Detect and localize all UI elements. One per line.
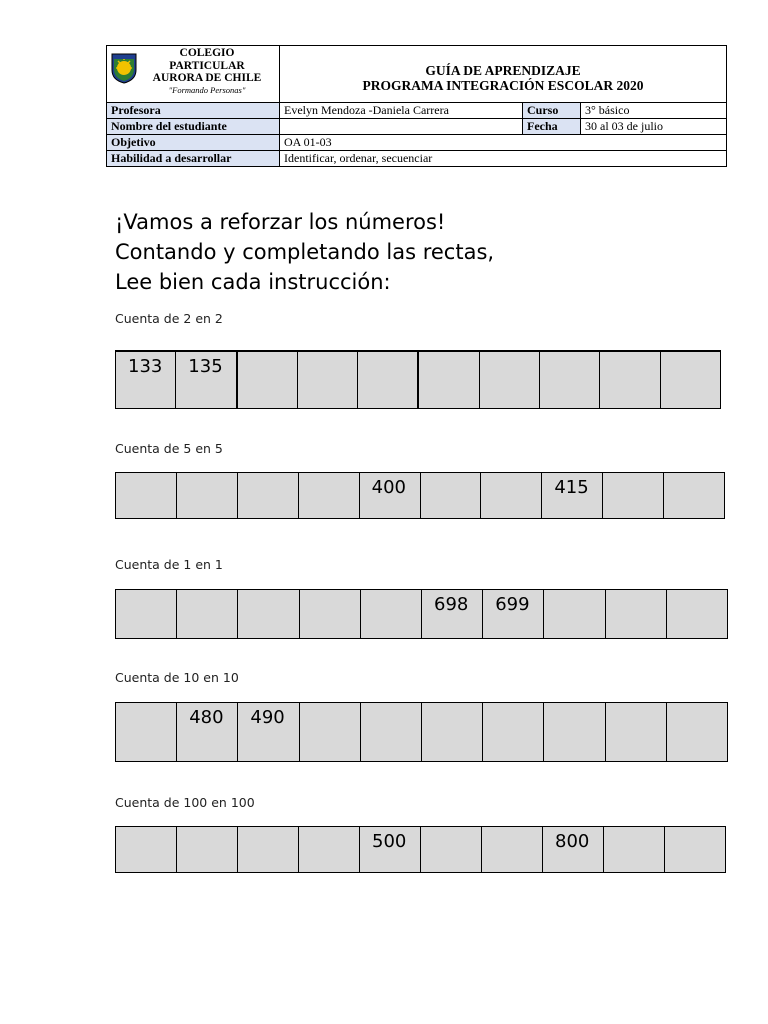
title-line-2: PROGRAMA INTEGRACIÓN ESCOLAR 2020 (362, 78, 644, 93)
exercise-2-strip (115, 472, 725, 519)
estudiante-field[interactable] (280, 119, 523, 135)
number-cell[interactable] (482, 827, 543, 872)
number-cell[interactable] (298, 352, 358, 408)
estudiante-label: Nombre del estudiante (107, 119, 280, 135)
curso-value: 3° básico (581, 103, 727, 119)
number-cell[interactable] (300, 590, 361, 638)
school-line-2: PARTICULAR (169, 59, 245, 72)
number-cell[interactable] (603, 473, 664, 518)
row-estudiante (107, 119, 727, 135)
school-line-1: COLEGIO (179, 47, 235, 59)
exercise-4-label: Cuenta de 10 en 10 (115, 670, 239, 685)
exercise-1-strip (115, 350, 721, 409)
intro-line-1: ¡Vamos a reforzar los números! (115, 210, 446, 234)
number-cell[interactable] (238, 827, 299, 872)
number-cell[interactable]: 415 (542, 473, 603, 518)
number-cell[interactable]: 500 (360, 827, 421, 872)
title-line-1: GUÍA DE APRENDIZAJE (425, 63, 581, 78)
number-cell[interactable] (300, 703, 361, 761)
number-cell[interactable]: 400 (360, 473, 421, 518)
habilidad-label: Habilidad a desarrollar (107, 151, 280, 167)
exercise-3-strip (115, 589, 728, 639)
number-cell[interactable]: 800 (543, 827, 604, 872)
number-cell[interactable] (238, 590, 299, 638)
number-cell[interactable] (238, 473, 299, 518)
school-line-3: AURORA DE CHILE (152, 72, 262, 84)
exercise-1-label: Cuenta de 2 en 2 (115, 311, 223, 326)
number-cell[interactable] (664, 473, 725, 518)
number-cell[interactable] (421, 473, 482, 518)
number-cell[interactable] (600, 352, 660, 408)
intro-line-3: Lee bien cada instrucción: (115, 270, 391, 294)
number-cell[interactable] (299, 473, 360, 518)
number-cell[interactable]: 490 (238, 703, 299, 761)
number-cell[interactable]: 699 (483, 590, 544, 638)
number-cell[interactable]: 135 (176, 352, 237, 408)
number-cell[interactable] (665, 827, 726, 872)
fecha-label: Fecha (523, 119, 581, 135)
number-cell[interactable] (667, 590, 728, 638)
school-cell (107, 46, 280, 103)
number-cell[interactable] (544, 703, 605, 761)
number-cell[interactable]: 698 (422, 590, 483, 638)
number-cell[interactable] (116, 590, 177, 638)
exercise-2-label: Cuenta de 5 en 5 (115, 441, 223, 456)
number-cell[interactable] (116, 827, 177, 872)
number-cell[interactable] (361, 590, 422, 638)
number-cell[interactable] (544, 590, 605, 638)
habilidad-value: Identificar, ordenar, secuenciar (280, 151, 727, 167)
exercise-5-strip (115, 826, 726, 873)
objetivo-value: OA 01-03 (280, 135, 727, 151)
intro-text (115, 207, 675, 297)
row-profesora (107, 103, 727, 119)
number-cell[interactable] (361, 703, 422, 761)
number-cell[interactable] (480, 352, 540, 408)
number-cell[interactable] (604, 827, 665, 872)
header-table (106, 45, 727, 167)
number-cell[interactable]: 480 (177, 703, 238, 761)
number-cell[interactable] (238, 352, 298, 408)
number-cell[interactable] (483, 703, 544, 761)
number-cell[interactable] (177, 827, 238, 872)
number-cell[interactable] (606, 703, 667, 761)
row-habilidad (107, 151, 727, 167)
number-cell[interactable] (177, 473, 238, 518)
school-logo-icon (111, 52, 137, 84)
profesora-value: Evelyn Mendoza -Daniela Carrera (280, 103, 523, 119)
number-cell[interactable] (606, 590, 667, 638)
intro-line-2: Contando y completando las rectas, (115, 240, 495, 264)
fecha-value: 30 al 03 de julio (581, 119, 727, 135)
row-objetivo (107, 135, 727, 151)
number-cell[interactable] (177, 590, 238, 638)
number-cell[interactable] (667, 703, 728, 761)
number-cell[interactable] (419, 352, 479, 408)
objetivo-label: Objetivo (107, 135, 280, 151)
number-cell[interactable] (358, 352, 419, 408)
exercise-3-label: Cuenta de 1 en 1 (115, 557, 223, 572)
school-name (137, 47, 277, 96)
number-cell[interactable] (481, 473, 542, 518)
document-title (280, 46, 727, 103)
curso-label: Curso (523, 103, 581, 119)
number-cell[interactable] (421, 827, 482, 872)
number-cell[interactable] (661, 352, 721, 408)
school-motto: "Formando Personas" (168, 84, 246, 95)
profesora-label: Profesora (107, 103, 280, 119)
exercise-4-strip (115, 702, 728, 762)
number-cell[interactable] (116, 473, 177, 518)
number-cell[interactable] (116, 703, 177, 761)
number-cell[interactable] (299, 827, 360, 872)
number-cell[interactable]: 133 (116, 352, 176, 408)
exercise-5-label: Cuenta de 100 en 100 (115, 795, 255, 810)
number-cell[interactable] (422, 703, 483, 761)
number-cell[interactable] (540, 352, 600, 408)
